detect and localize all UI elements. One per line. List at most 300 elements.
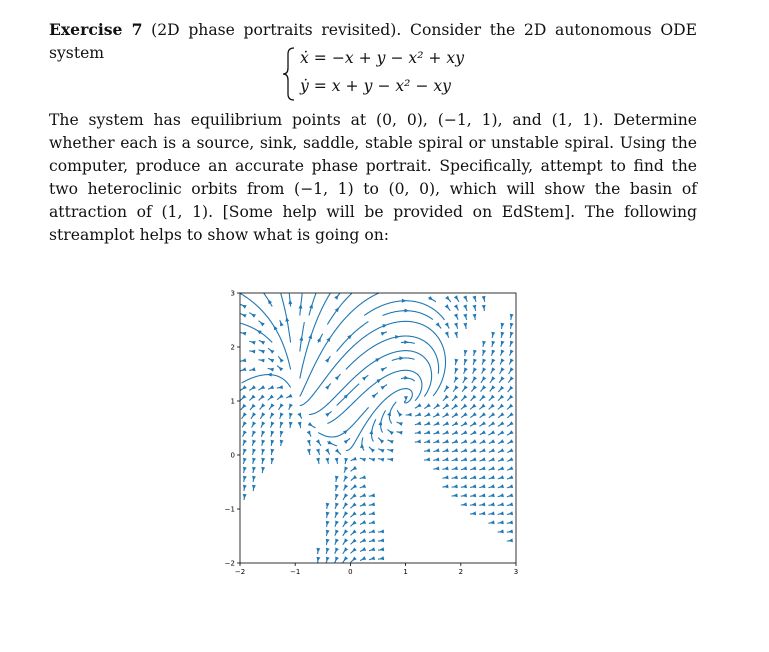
streamline-arrow: [380, 449, 385, 453]
streamline-arrow: [435, 421, 440, 425]
streamline-arrow: [352, 457, 357, 461]
streamline-arrow: [316, 458, 320, 463]
streamline-arrow: [369, 430, 373, 435]
streamline-arrow: [344, 458, 348, 463]
streamline-arrow: [463, 385, 467, 390]
streamline-arrow: [260, 322, 265, 327]
axes-frame: [240, 293, 516, 563]
streamline: [346, 336, 439, 374]
streamline-arrow: [435, 439, 440, 443]
streamline-arrow: [426, 412, 431, 416]
streamline-arrow: [490, 502, 495, 506]
streamline-arrow: [278, 385, 283, 389]
streamline-arrow: [370, 493, 375, 497]
streamline-arrow: [344, 556, 348, 561]
streamline-arrow: [453, 448, 458, 452]
exercise-label: Exercise 7: [49, 20, 143, 39]
streamline-arrow: [325, 413, 330, 417]
streamline-arrow: [464, 376, 468, 381]
streamline-arrow: [308, 334, 312, 339]
streamline-arrow: [387, 411, 391, 416]
streamline-arrow: [472, 412, 477, 416]
streamline-arrow: [361, 520, 366, 524]
streamline-arrow: [435, 403, 440, 407]
streamline-arrow: [343, 430, 348, 435]
y-tick-label: −2: [224, 559, 235, 568]
streamline: [264, 293, 272, 306]
streamline-arrow: [444, 395, 449, 400]
streamline-arrow: [508, 448, 513, 452]
streamline-arrow: [361, 484, 366, 488]
streamline-arrow: [481, 511, 486, 515]
x-tick-label: 2: [458, 568, 464, 576]
streamline-arrow: [269, 359, 274, 363]
streamline-arrow: [464, 368, 468, 373]
streamline-arrow: [335, 376, 340, 381]
streamline-arrow: [260, 395, 265, 400]
streamline-arrow: [344, 484, 348, 489]
streamline-arrow: [491, 385, 496, 390]
streamline-arrow: [454, 304, 458, 309]
x-tick-label: −2: [234, 568, 246, 576]
streamline-arrow: [271, 458, 275, 463]
y-tick-label: 3: [230, 289, 235, 298]
streamline-arrow: [252, 449, 256, 454]
streamline-arrow: [242, 385, 247, 389]
streamline-arrow: [482, 376, 486, 381]
streamline-arrow: [510, 341, 514, 346]
streamline-arrow: [334, 295, 338, 300]
streamline-arrow: [463, 430, 468, 434]
x-tick-label: 0: [348, 568, 353, 576]
streamline-arrow: [417, 403, 422, 407]
streamline-arrow: [242, 367, 247, 371]
streamline-arrow: [501, 350, 505, 355]
streamline-arrow: [280, 403, 284, 408]
streamline-arrow: [269, 385, 274, 389]
streamline-arrow: [352, 484, 357, 488]
streamline: [300, 321, 446, 405]
streamline-arrow: [270, 350, 275, 354]
streamline-arrow: [243, 412, 247, 417]
streamline-arrow: [509, 421, 514, 425]
streamline-arrow: [416, 430, 421, 434]
streamline-arrow: [444, 412, 449, 416]
streamline-arrow: [379, 556, 384, 560]
streamline-arrow: [307, 430, 311, 435]
streamline-arrow: [381, 332, 386, 336]
streamline-arrow: [335, 557, 339, 562]
streamline-arrow: [416, 412, 421, 416]
streamline-arrow: [453, 430, 458, 434]
streamline-arrow: [242, 305, 247, 309]
streamline-arrow: [325, 358, 329, 363]
streamline-arrow: [243, 421, 247, 426]
streamline-arrow: [481, 439, 486, 443]
streamline-arrow: [455, 359, 459, 364]
streamline-arrow: [352, 503, 357, 507]
streamline-arrow: [472, 404, 477, 409]
streamline-arrow: [499, 475, 504, 479]
streamline-arrow: [335, 530, 339, 535]
streamline-arrow: [253, 431, 257, 436]
streamline-arrow: [463, 421, 468, 425]
streamline-arrow: [370, 502, 375, 506]
streamline-arrow: [490, 395, 495, 400]
streamline-arrow: [243, 430, 247, 435]
left-brace-icon: [282, 46, 296, 102]
streamline-arrow: [370, 458, 375, 462]
streamline-arrow: [482, 385, 486, 390]
streamline-arrow: [499, 439, 504, 443]
streamline-arrow: [500, 412, 505, 416]
equation-y-dot: ẏ = x + y − x² − xy: [300, 77, 451, 95]
streamline-arrow: [352, 521, 357, 526]
streamline-arrow: [307, 449, 311, 454]
streamline-arrow: [352, 557, 357, 562]
streamline-arrow: [389, 431, 394, 435]
streamline-arrow: [352, 466, 357, 470]
streamline-arrow: [509, 395, 514, 400]
streamline: [362, 438, 364, 451]
streamline-arrow: [270, 403, 274, 408]
streamline-arrow: [454, 295, 458, 300]
streamline-arrow: [481, 430, 486, 434]
streamline-arrow: [297, 413, 301, 418]
streamline-arrow: [370, 547, 375, 551]
streamline-arrow: [317, 557, 321, 562]
streamline-arrow: [444, 430, 449, 434]
streamline-arrow: [280, 322, 284, 327]
streamline-arrow: [280, 440, 284, 445]
streamline-arrow: [509, 439, 514, 443]
streamline-arrow: [435, 430, 440, 434]
streamline-arrow: [472, 395, 477, 400]
streamline-arrow: [455, 368, 459, 373]
streamline-arrow: [490, 448, 495, 452]
streamline-arrow: [499, 457, 504, 461]
exercise-intro: Consider the 2D autonomous ODE system: [49, 21, 698, 62]
streamline-arrow: [287, 394, 292, 398]
streamline-arrow: [325, 448, 329, 453]
streamline-arrow: [500, 395, 505, 400]
streamline-arrow: [481, 475, 486, 479]
streamline-arrow: [352, 530, 357, 535]
y-tick-label: 0: [230, 451, 235, 460]
streamline-arrow: [462, 448, 467, 452]
streamline-arrow: [242, 404, 247, 409]
streamline-arrow: [481, 395, 486, 400]
streamline-arrow: [501, 358, 505, 363]
streamline-arrow: [473, 367, 477, 372]
y-tick-label: 1: [230, 397, 235, 406]
streamline-arrow: [398, 431, 403, 435]
streamline-arrow: [380, 386, 385, 390]
streamline-arrow: [462, 457, 467, 461]
streamline-arrow: [490, 457, 495, 461]
streamline-arrow: [426, 421, 431, 425]
streamline-arrow: [500, 421, 505, 425]
streamline-arrow: [510, 332, 514, 337]
streamline-arrow: [444, 421, 449, 425]
streamline-arrow: [382, 324, 387, 328]
streamline-arrow: [499, 520, 504, 524]
streamline-arrow: [243, 449, 247, 454]
streamline-arrow: [344, 520, 348, 525]
streamline-arrow: [508, 484, 513, 488]
streamline-arrow: [335, 503, 339, 508]
streamline-arrow: [309, 304, 313, 309]
streamline-arrow: [445, 322, 449, 327]
streamline-arrow: [462, 484, 467, 488]
streamline-arrow: [361, 502, 366, 506]
streamline-arrow: [325, 385, 329, 390]
streamline-arrow: [481, 412, 486, 416]
streamline-arrow: [471, 493, 476, 497]
streamline-arrow: [362, 376, 367, 380]
streamline-arrow: [251, 404, 256, 409]
streamline-arrow: [344, 538, 348, 543]
streamline-arrow: [298, 422, 302, 427]
streamline-arrow: [454, 385, 458, 390]
streamline-arrow: [499, 466, 504, 470]
streamline-arrow: [243, 476, 247, 481]
streamline-arrow: [252, 440, 256, 445]
streamline-arrow: [454, 314, 458, 319]
streamline-arrow: [404, 396, 408, 401]
streamline-arrow: [344, 493, 348, 498]
streamline-arrow: [307, 440, 311, 445]
streamline-arrow: [509, 430, 514, 434]
streamline-arrow: [510, 350, 514, 355]
streamline-arrow: [509, 386, 513, 391]
streamline: [242, 375, 291, 388]
streamline-arrow: [491, 367, 495, 372]
streamline-arrow: [261, 403, 265, 408]
streamline: [300, 293, 330, 378]
streamline-arrow: [508, 520, 513, 524]
streamline-arrow: [262, 431, 266, 436]
streamline-arrow: [399, 356, 404, 360]
streamline-arrow: [426, 403, 431, 407]
streamline-arrow: [360, 443, 364, 448]
streamline-arrow: [279, 394, 284, 398]
streamline: [346, 389, 413, 451]
streamline-arrow: [453, 404, 458, 408]
streamline-arrow: [344, 475, 348, 480]
streamline-arrow: [501, 341, 505, 346]
streamline-arrow: [242, 395, 247, 400]
streamline-arrow: [481, 404, 486, 409]
streamline-arrow: [243, 440, 247, 445]
streamline-arrow: [508, 475, 513, 479]
streamline-arrow: [508, 493, 513, 497]
streamline-arrow: [361, 547, 366, 551]
streamline-arrow: [252, 421, 256, 426]
streamline-arrow: [454, 395, 459, 400]
streamline-arrow: [481, 502, 486, 506]
streamline-arrow: [335, 476, 339, 481]
streamline-arrow: [267, 373, 272, 377]
streamline-arrow: [501, 367, 505, 372]
streamline-arrow: [335, 548, 339, 553]
streamline-arrow: [242, 314, 247, 318]
streamline-arrow: [472, 296, 476, 301]
streamline-arrow: [361, 458, 366, 462]
streamline-arrow: [436, 322, 441, 327]
streamline-arrow: [262, 440, 266, 445]
streamline-arrow: [445, 296, 450, 301]
streamline-arrow: [472, 439, 477, 443]
streamline-arrow: [445, 385, 449, 390]
streamline-arrow: [445, 304, 449, 309]
streamline-arrow: [483, 359, 487, 364]
streamline-arrow: [252, 476, 256, 481]
streamline-arrow: [326, 512, 330, 517]
streamline-arrow: [380, 439, 385, 444]
streamline-arrow: [490, 430, 495, 434]
streamline-arrow: [473, 376, 477, 381]
streamline-arrow: [252, 467, 256, 472]
streamline-arrow: [453, 475, 458, 479]
streamline-arrow: [472, 430, 477, 434]
streamline-arrow: [316, 439, 320, 444]
streamline-arrow: [361, 493, 366, 497]
x-tick-label: 1: [403, 568, 408, 576]
streamline-arrow: [344, 511, 348, 516]
streamline-arrow: [280, 422, 284, 427]
streamline-arrow: [372, 394, 377, 399]
streamline-arrow: [463, 305, 467, 310]
streamline-arrow: [398, 412, 402, 417]
streamline-arrow: [352, 493, 357, 498]
streamline-arrow: [352, 475, 357, 479]
streamline-arrow: [454, 323, 458, 328]
streamline-arrow: [280, 413, 284, 418]
streamline-arrow: [402, 299, 407, 303]
streamline-arrow: [481, 457, 486, 461]
streamline-arrow: [444, 475, 449, 479]
streamline-arrow: [500, 376, 504, 381]
streamline-arrow: [335, 512, 339, 517]
streamline-arrow: [508, 466, 513, 470]
streamline-arrow: [472, 457, 477, 461]
streamline-arrow: [509, 404, 514, 409]
streamline-arrow: [271, 431, 275, 436]
streamline-arrow: [261, 467, 265, 472]
streamline-arrow: [481, 448, 486, 452]
streamline-arrow: [251, 314, 256, 318]
streamline-arrow: [352, 548, 357, 553]
exercise-subtitle: (2D phase portraits revisited).: [151, 21, 402, 39]
streamline-arrow: [499, 511, 504, 515]
streamline-arrow: [425, 448, 430, 452]
streamline-arrow: [499, 484, 504, 488]
streamline-arrow: [490, 511, 495, 515]
streamline-arrow: [471, 466, 476, 470]
streamline-arrow: [508, 457, 513, 461]
streamline-arrow: [344, 547, 348, 552]
streamline-arrow: [370, 448, 375, 453]
streamline-arrow: [345, 467, 349, 472]
y-tick-label: 2: [230, 343, 235, 352]
streamline-arrow: [499, 448, 504, 452]
streamline-arrow: [445, 403, 450, 407]
streamline-arrow: [499, 404, 504, 409]
streamline-arrow: [335, 449, 340, 454]
streamline-arrow: [444, 448, 449, 452]
streamline-arrow: [491, 376, 495, 381]
streamline-arrow: [501, 323, 505, 328]
ode-system: [282, 46, 522, 102]
streamline-arrow: [361, 529, 366, 533]
streamlines-group: [240, 293, 514, 563]
streamline-arrow: [500, 386, 504, 391]
streamline-arrow: [482, 367, 486, 372]
streamline-arrow: [435, 457, 440, 461]
streamline-arrow: [463, 296, 467, 301]
streamline-arrow: [509, 412, 514, 416]
streamline-arrow: [444, 466, 449, 470]
streamline-arrow: [379, 547, 384, 551]
streamplot-chart: [222, 286, 522, 576]
streamline-arrow: [481, 466, 486, 470]
streamline-arrow: [471, 502, 476, 506]
equation-x-dot: ẋ = −x + y − x² + xy: [300, 49, 465, 67]
streamline-arrow: [335, 494, 339, 499]
streamline-arrow: [252, 412, 256, 417]
streamline-arrow: [285, 317, 289, 322]
streamline-arrow: [260, 359, 265, 363]
streamline-arrow: [464, 359, 468, 364]
streamline-arrow: [492, 359, 496, 364]
streamline-arrow: [280, 358, 284, 363]
streamline-arrow: [370, 556, 375, 560]
streamline-arrow: [490, 439, 495, 443]
streamline-arrow: [404, 340, 409, 344]
streamline-arrow: [404, 309, 409, 313]
streamline-arrow: [445, 332, 449, 337]
streamline-arrow: [289, 404, 293, 409]
streamline-arrow: [463, 412, 468, 416]
streamline-arrow: [271, 422, 275, 427]
streamline: [240, 294, 290, 370]
streamline-arrow: [251, 395, 256, 400]
streamline-arrow: [352, 539, 357, 544]
streamline-arrow: [473, 385, 477, 390]
streamline-arrow: [490, 466, 495, 470]
streamline-arrow: [352, 512, 357, 516]
streamline-arrow: [453, 421, 458, 425]
streamline-arrow: [243, 485, 247, 490]
streamline-arrow: [481, 493, 486, 497]
streamline-arrow: [454, 412, 459, 416]
streamline-arrow: [260, 350, 265, 354]
streamline-arrow: [455, 376, 459, 381]
streamline-arrow: [499, 430, 504, 434]
streamline-arrow: [308, 422, 313, 426]
streamline-arrow: [464, 350, 468, 355]
streamline-arrow: [510, 376, 514, 381]
streamline-arrow: [398, 422, 403, 426]
streamline-arrow: [262, 421, 266, 426]
y-tick-label: −1: [224, 505, 235, 514]
streamline-arrow: [335, 539, 339, 544]
streamline-arrow: [462, 493, 467, 497]
streamline-arrow: [335, 521, 339, 526]
streamline-arrow: [361, 511, 366, 515]
streamline-arrow: [453, 484, 458, 488]
